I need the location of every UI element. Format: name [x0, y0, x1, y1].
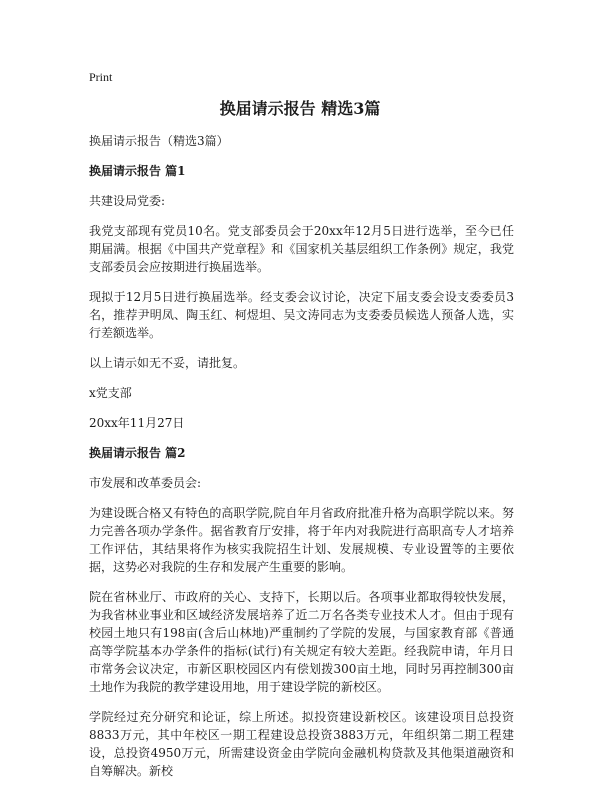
paragraph: 学院经过充分研究和论证，综上所述。拟投资建设新校区。该建设项目总投资8833万元，其中年校区一期工程建设总投资3883万元，年组织第二期工程建设，总投资4950万元，所需建设资金由学院向金融机构贷款及其他渠道融资和自筹解决。新校: [89, 710, 514, 778]
print-link[interactable]: Print: [89, 70, 113, 84]
paragraph: 现拟于12月5日进行换届选举。经支委会议讨论，决定下届支委会设支委委员3名，推荐尹明凤、陶玉红、柯煜坦、吴文涛同志为支委委员候选人预备人选，实行差额选举。: [89, 290, 514, 340]
date: 20xx年11月27日: [89, 416, 185, 430]
paragraph: 为建设既合格又有特色的高职学院,院自年月省政府批准升格为高职学院以来。努力完善各项办学条件。据省教育厅安排，将于年内对我院进行高职高专人才培养工作评估，其结果将作为核实我院招生计划、发展规模、专业设置等的主要依据，这势必对我院的生存和发展产生重要的影响。: [89, 506, 514, 574]
document-body: [89, 132, 514, 792]
paragraph: 院在省林业厅、市政府的关心、支持下，长期以后。各项事业都取得较快发展，为我省林业事业和区域经济发展培养了近二万名各类专业技术人才。但由于现有校园土地只有198亩(含后山林地)严重制约了学院的发展，与国家教育部《普通高等学院基本办学条件的指标(试行)有关规定有较大差距。经我院申请，年月日市常务会议决定，市新区职校园区内有偿划拨300亩土地，同时另再控制300亩土地作为我院的教学建设用地，用于建设学院的新校区。: [89, 590, 514, 694]
document-subtitle: 换届请示报告（精选3篇）: [89, 134, 229, 148]
salutation-1: 共建设局党委:: [89, 194, 166, 208]
signature: x党支部: [89, 386, 132, 400]
salutation-2: 市发展和改革委员会:: [89, 476, 202, 490]
paragraph: 以上请示如无不妥，请批复。: [89, 356, 246, 370]
section-heading-1: 换届请示报告 篇1: [89, 164, 186, 178]
section-heading-2: 换届请示报告 篇2: [89, 446, 186, 460]
paragraph: 我党支部现有党员10名。党支部委员会于20xx年12月5日进行选举，至今已任期届满。根据《中国共产党章程》和《国家机关基层组织工作条例》规定，我党支部委员会应按期进行换届选举。: [89, 224, 514, 274]
document-title: 换届请示报告 精选3篇: [219, 99, 381, 118]
